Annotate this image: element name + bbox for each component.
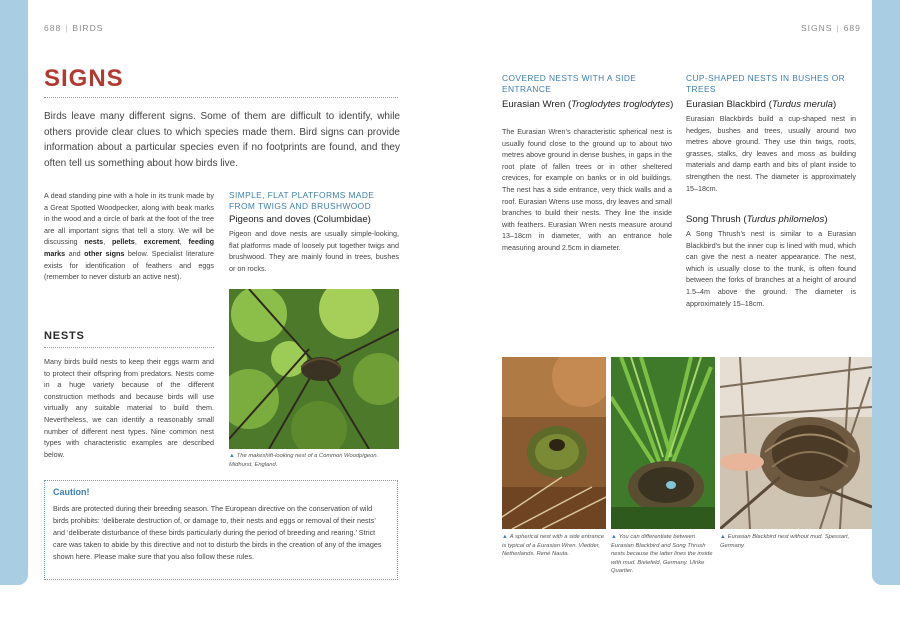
woodpigeon-caption-text: The makeshift-looking nest of a Common Woodpigeon. Midhurst, England. — [229, 453, 379, 468]
caption-marker-icon: ▲ — [720, 534, 726, 540]
blackbird-species-name — [686, 99, 836, 111]
term-nests: nests — [84, 237, 104, 247]
blackbird-nest-photo — [720, 357, 872, 529]
punct: ) — [833, 99, 837, 110]
wren-latin-name: Troglodytes troglodytes — [571, 99, 671, 110]
term-other-signs: other signs — [84, 248, 125, 258]
thrush-latin-name: Turdus philomelos — [746, 214, 825, 225]
term-pellets: pellets — [112, 237, 135, 247]
separator: | — [836, 23, 840, 33]
wren-common-name: Eurasian Wren ( — [502, 99, 572, 110]
nests-heading: NESTS — [44, 330, 85, 342]
punct: ) — [670, 99, 674, 110]
punct: , — [179, 237, 189, 247]
blackbird-common-name: Eurasian Blackbird ( — [686, 99, 772, 110]
signs-text-b: below. Specialist literature exists for identification of feathers and eggs (remember to never disturb an active nest). — [44, 248, 214, 282]
term-excrement: excrement — [143, 237, 180, 247]
term-feeding-marks: feeding marks — [44, 237, 215, 258]
intro-paragraph: Birds leave many different signs. Some of them are difficult to identify, while others provide clear clues to which species made them. Bird signs can provide information about a particular species even if no footprints are found, and they often tell us something about how birds live. — [44, 111, 400, 169]
page-title: SIGNS — [44, 65, 124, 92]
separator: | — [65, 23, 69, 33]
signs-paragraph — [44, 190, 214, 283]
nests-divider — [44, 347, 214, 348]
wren-photo-caption — [502, 533, 604, 559]
wren-paragraph: The Eurasian Wren’s characteristic spherical nest is usually found close to the ground up to about two metres above ground in dense bushes, in gaps in the root plate of fallen trees or in other sheltered crevices, for example on banks or in old buildings. The nest has a side entrance, very thick walls and a roof. Eurasian Wrens use moss, dry leaves and small branches to build their nests. They line the inside with feathers. Eurasian Wren nests measure around 13–18cm in diameter, with an entrance hole measuring around 2.5cm in diameter. — [502, 127, 672, 252]
thrush-species-name — [686, 214, 828, 226]
thrush-paragraph: A Song Thrush’s nest is similar to a Eurasian Blackbird’s but the inner cup is lined with mud, which can give the nest a neater appearance. The nest, which is usually close to the trunk, is often found between the forks of branches at a height of around 1.5–4m above the ground. The diameter is approximately 15–18cm. — [686, 229, 856, 308]
thrush-common-name: Song Thrush ( — [686, 214, 747, 225]
left-edge-tab — [0, 0, 28, 585]
caption-marker-icon: ▲ — [229, 453, 235, 459]
punct: , — [103, 237, 113, 247]
thrush-nest-photo — [611, 357, 715, 529]
cup-nests-heading: CUP-SHAPED NESTS IN BUSHES OR TREES — [686, 73, 846, 94]
caution-box — [44, 480, 398, 580]
blackbird-caption-text: Eurasian Blackbird nest without mud. Spessart, Germany. — [720, 534, 850, 549]
woodpigeon-caption — [229, 452, 399, 469]
caution-text: Birds are protected during their breeding season. The European directive on the conservation of wild birds prohibits: ‘deliberate destruction of, or damage to, their nests and eggs or removal of their nests’ and ‘deliberate disturbance of these birds particularly during the period of breeding and rearing.’ Strict care was taken to abide by this directive and not to disturb the birds in the creation of any of the images shown here. Please make sure that you also follow these rules. — [53, 504, 382, 561]
right-edge-tab — [872, 0, 900, 585]
covered-nests-heading: COVERED NESTS WITH A SIDE ENTRANCE — [502, 73, 637, 94]
pigeons-paragraph: Pigeon and dove nests are usually simple-looking, flat platforms made of loosely put together twigs and brushwood. They are mainly found in trees, bushes or on rocks. — [229, 229, 399, 273]
left-running-title: BIRDS — [72, 23, 104, 33]
left-page-number: 688 — [44, 23, 62, 33]
punct: , — [134, 237, 144, 247]
right-page-number: 689 — [843, 23, 861, 33]
punct: ) — [824, 214, 828, 225]
caption-marker-icon: ▲ — [611, 534, 617, 540]
blackbird-latin-name: Turdus merula — [771, 99, 833, 110]
wren-species-name — [502, 99, 674, 111]
wren-caption-text: A spherical nest with a side entrance is typical of a Eurasian Wren. Vledder, Netherlands. René Nauta. — [502, 534, 604, 558]
punct: and — [65, 248, 85, 258]
right-running-head — [801, 23, 861, 33]
flat-platforms-heading: SIMPLE, FLAT PLATFORMS MADE FROM TWIGS AND BRUSHWOOD — [229, 190, 375, 211]
thrush-photo-caption — [611, 533, 715, 576]
woodpigeon-nest-photo — [229, 289, 399, 449]
right-running-title: SIGNS — [801, 23, 833, 33]
left-running-head — [44, 23, 103, 33]
caution-title: Caution! — [53, 487, 90, 497]
signs-text-a: A dead standing pine with a hole in its trunk made by a Great Spotted Woodpecker, along with beak marks in the wood and a circle of bark at the foot of the tree are all important signs that tell a story. We will be discussing — [44, 191, 214, 247]
nests-paragraph: Many birds build nests to keep their eggs warm and to protect their offspring from predators. Nests come in a huge variety because of the different construction methods and because birds will use virtually any suitable material to build them. Nevertheless, we can identify a reasonably small number of different nest types. Nine common nest types with characteristic examples are described below. — [44, 357, 214, 459]
blackbird-photo-caption — [720, 533, 850, 550]
blackbird-paragraph: Eurasian Blackbirds build a cup-shaped nest in hedges, bushes and trees, usually around two metres above ground. They use thin twigs, roots, grasses, stalks, dry leaves and moss as building materials and damp earth and bits of plant inside to strengthen the nest. The diameter is approximately 15–18cm. — [686, 114, 856, 193]
pigeons-species-name: Pigeons and doves (Columbidae) — [229, 214, 371, 225]
title-divider — [44, 97, 398, 98]
thrush-caption-text: You can differentiate between Eurasian Blackbird and Song Thrush nests because the latter lines the inside with mud. Bielefeld, Germany. Ulrike Quartier. — [611, 534, 713, 575]
wren-nest-photo — [502, 357, 606, 529]
caption-marker-icon: ▲ — [502, 534, 508, 540]
